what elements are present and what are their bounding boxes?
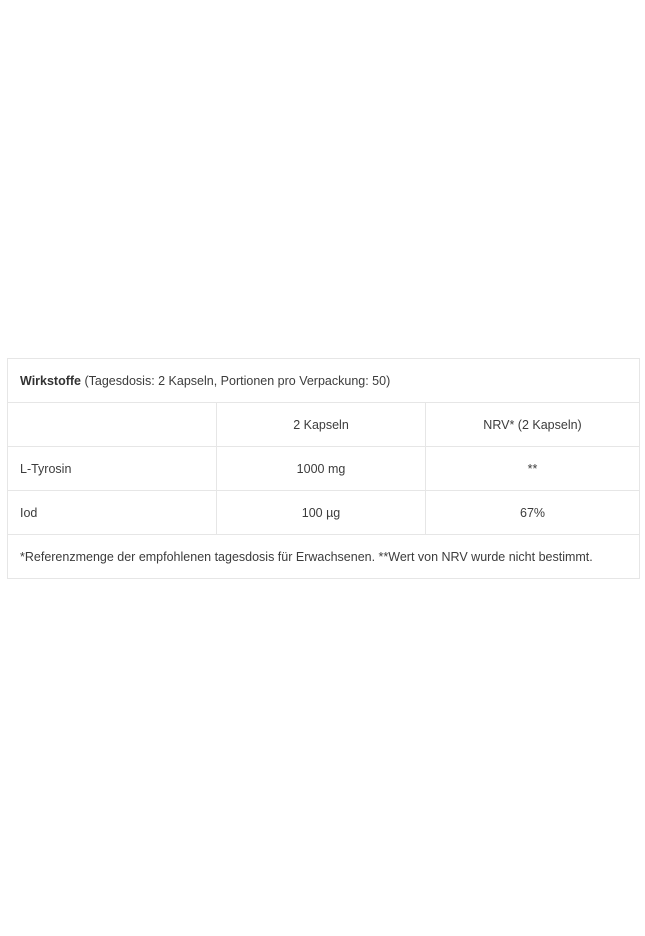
ingredient-nrv: 67% bbox=[426, 491, 640, 535]
column-header-empty bbox=[8, 403, 217, 447]
table-heading-subtitle: (Tagesdosis: 2 Kapseln, Portionen pro Verpackung: 50) bbox=[81, 373, 391, 388]
ingredient-name: L-Tyrosin bbox=[8, 447, 217, 491]
footnote: *Referenzmenge der empfohlenen tagesdosis für Erwachsenen. **Wert von NRV wurde nicht bestimmt. bbox=[8, 535, 640, 579]
ingredient-amount: 1000 mg bbox=[217, 447, 426, 491]
table-heading-row bbox=[8, 359, 640, 403]
table-heading-title: Wirkstoffe bbox=[20, 373, 82, 388]
footnote-row bbox=[8, 535, 640, 579]
table-heading bbox=[8, 359, 640, 403]
ingredient-amount: 100 µg bbox=[217, 491, 426, 535]
nutrition-table bbox=[7, 358, 640, 579]
table-row bbox=[8, 447, 640, 491]
column-header-row bbox=[8, 403, 640, 447]
table-row bbox=[8, 491, 640, 535]
column-header-amount: 2 Kapseln bbox=[217, 403, 426, 447]
column-header-nrv: NRV* (2 Kapseln) bbox=[426, 403, 640, 447]
ingredient-nrv: ** bbox=[426, 447, 640, 491]
ingredient-name: Iod bbox=[8, 491, 217, 535]
